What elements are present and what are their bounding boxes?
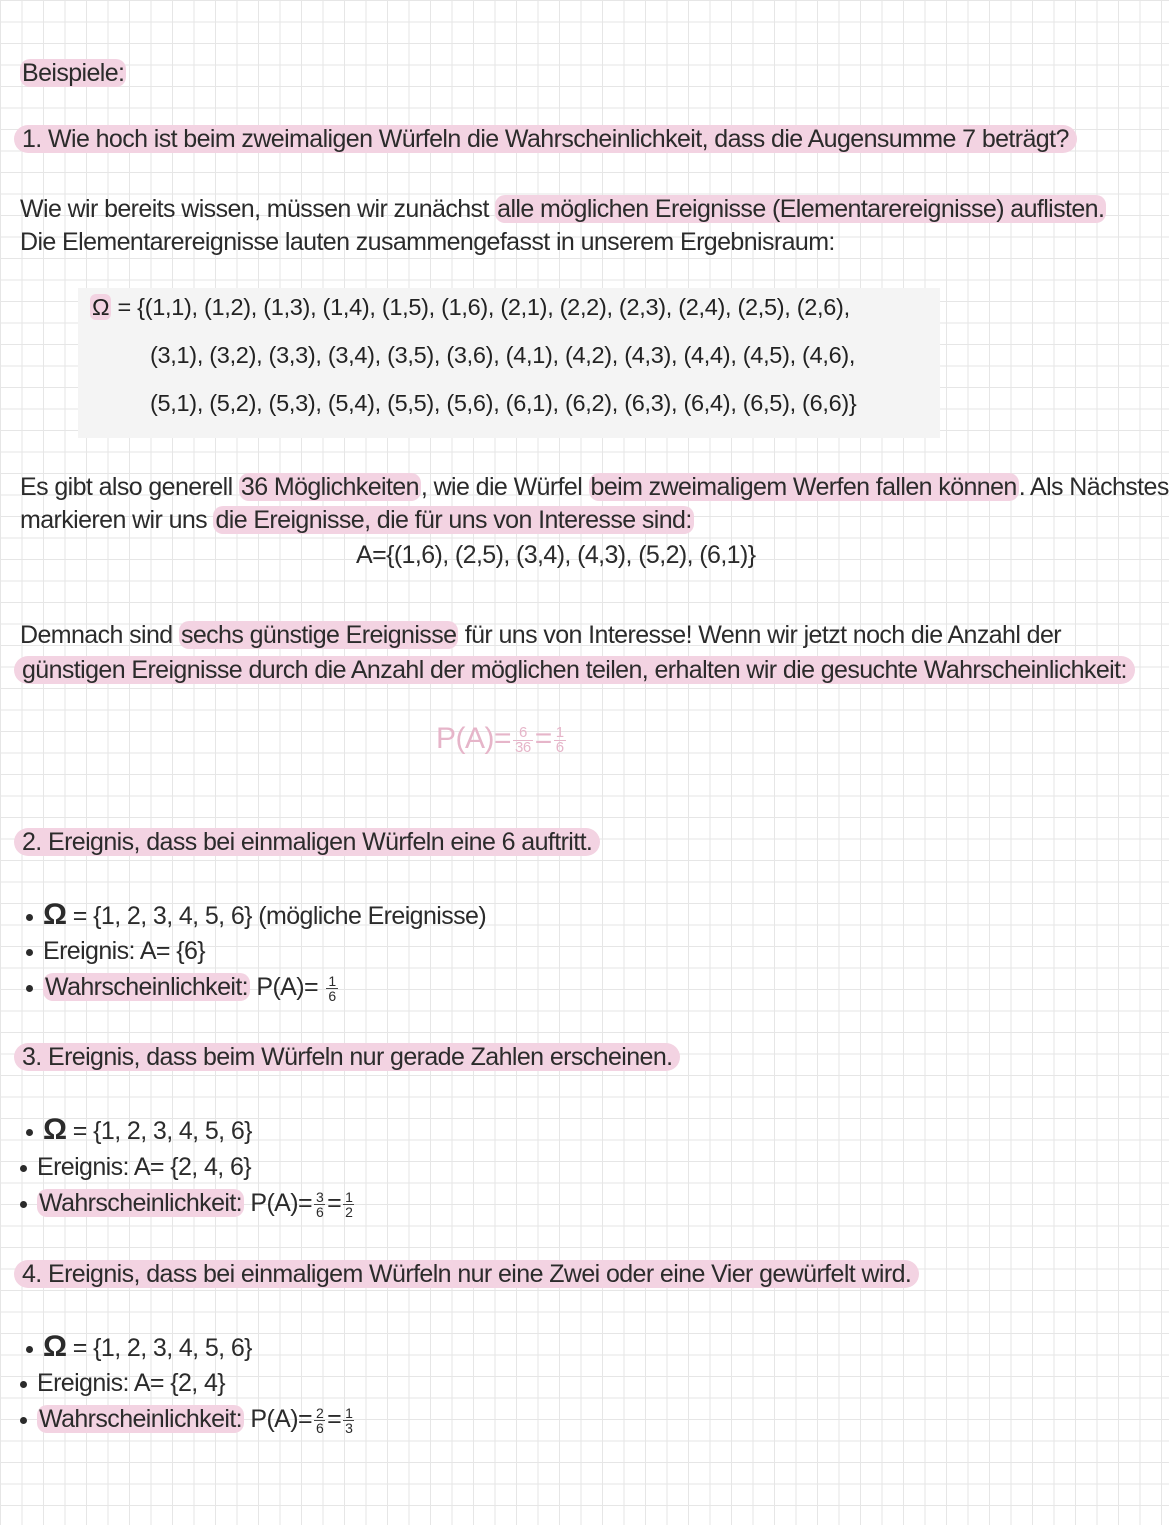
example-2-line-2 [26, 934, 205, 968]
p4-a: markieren wir uns [20, 506, 214, 534]
example-2-title-text: 2. Ereignis, dass bei einmaligen Würfeln eine 6 auftritt. [14, 828, 600, 856]
example-3-title-text: 3. Ereignis, dass beim Würfeln nur gerade Zahlen erscheinen. [14, 1043, 680, 1071]
fraction-den: 36 [515, 738, 531, 756]
example-4-line-3 [20, 1402, 356, 1436]
p3-e: . Als Nächstes [1018, 473, 1169, 501]
sample-space-line-2: (3,1), (3,2), (3,3), (3,4), (3,5), (3,6), (4,1), (4,2), (4,3), (4,4), (4,5), (4,6), [150, 342, 856, 368]
formula-equals: = [327, 1189, 342, 1217]
example-2-expr: P(A)= [250, 973, 325, 1001]
example-3-line-3 [20, 1186, 356, 1220]
fraction-1-6 [554, 723, 566, 756]
example-3-line-2-text: Ereignis: A= {2, 4, 6} [37, 1153, 252, 1181]
formula-prefix: P(A)= [436, 722, 512, 755]
fraction-den: 6 [555, 738, 564, 756]
p1-text-a: Wie wir bereits wissen, müssen wir zunächst [20, 195, 496, 223]
example-4-title-text: 4. Ereignis, dass bei einmaligem Würfeln nur eine Zwei oder eine Vier gewürfelt wird. [14, 1260, 919, 1288]
page-heading [20, 56, 126, 90]
fraction-num: 1 [345, 1404, 353, 1421]
example-4-label: Wahrscheinlichkeit: [39, 1405, 243, 1433]
formula-equals: = [534, 722, 552, 755]
fraction-den: 3 [345, 1419, 353, 1436]
example-2-line-3 [26, 970, 340, 1004]
fraction-num: 1 [555, 723, 564, 741]
example-4-title [20, 1257, 919, 1291]
p3-b: 36 Möglichkeiten [240, 473, 419, 501]
bullet-icon [20, 1381, 27, 1388]
p4-b: die Ereignisse, die für uns von Interesse sind: [215, 506, 692, 534]
p1-text-b: alle möglichen Ereignisse (Elementarereignisse) auflisten. [497, 195, 1105, 223]
example-4-line-2 [20, 1366, 225, 1400]
bullet-icon [26, 949, 33, 956]
sample-space-line-1-text: = {(1,1), (1,2), (1,3), (1,4), (1,5), (1,6), (2,1), (2,2), (2,3), (2,4), (2,5), (2,6), [111, 294, 850, 320]
sample-space-line-1 [90, 294, 850, 321]
example-3-label: Wahrscheinlichkeit: [39, 1189, 243, 1217]
omega-symbol: Ω [92, 294, 110, 320]
fraction-1-3 [343, 1406, 354, 1435]
example-4-line-1-text: = {1, 2, 3, 4, 5, 6} [66, 1334, 252, 1362]
heading-text: Beispiele: [22, 59, 125, 87]
bullet-icon [26, 914, 33, 921]
fraction-1-2 [343, 1190, 354, 1219]
fraction-den: 6 [328, 987, 336, 1004]
fraction-3-6 [314, 1190, 325, 1219]
example-1-paragraph-4 [20, 503, 694, 537]
example-3-expr: P(A)= [244, 1189, 312, 1217]
example-1-paragraph-6 [20, 653, 1135, 687]
fraction-den: 6 [315, 1203, 324, 1220]
p5-b: sechs günstige Ereignisse [180, 621, 457, 649]
example-3-title [20, 1040, 680, 1074]
example-2-title [20, 825, 600, 859]
fraction-2-6 [314, 1406, 325, 1435]
omega-symbol: Ω [43, 898, 67, 931]
fraction-num: 6 [513, 726, 533, 741]
example-2-line-1-text: = {1, 2, 3, 4, 5, 6} (mögliche Ereignisse) [66, 902, 487, 930]
bullet-icon [26, 1346, 33, 1353]
fraction-num: 1 [328, 972, 336, 989]
example-3-line-1-text: = {1, 2, 3, 4, 5, 6} [66, 1117, 252, 1145]
fraction-den: 2 [345, 1203, 353, 1220]
example-1-question-text: 1. Wie hoch ist beim zweimaligen Würfeln die Wahrscheinlichkeit, dass die Augensumme 7 beträgt? [14, 125, 1077, 153]
fraction-6-36 [513, 723, 533, 756]
probability-formula-1 [436, 722, 568, 756]
p3-d: beim zweimaligem Werfen fallen können [590, 473, 1017, 501]
omega-symbol: Ω [43, 1113, 67, 1146]
fraction-num: 1 [345, 1188, 353, 1205]
p3-a: Es gibt also generell [20, 473, 239, 501]
example-1-paragraph-3 [20, 470, 1169, 504]
fraction-1-6 [326, 974, 337, 1003]
fraction-den: 6 [315, 1419, 324, 1436]
example-4-line-2-text: Ereignis: A= {2, 4} [37, 1369, 226, 1397]
bullet-icon [20, 1165, 27, 1172]
example-1-paragraph-5 [20, 618, 1061, 652]
example-2-label: Wahrscheinlichkeit: [45, 973, 249, 1001]
p5-c: für uns von Interesse! Wenn wir jetzt noch die Anzahl der [458, 621, 1061, 649]
p3-c: , wie die Würfel [420, 473, 589, 501]
fraction-num: 3 [315, 1188, 324, 1205]
omega-symbol: Ω [43, 1330, 67, 1363]
example-1-question [20, 122, 1077, 156]
example-4-line-1 [26, 1330, 252, 1365]
example-1-paragraph-2: Die Elementarereignisse lauten zusammengefasst in unserem Ergebnisraum: [20, 228, 835, 256]
fraction-num: 2 [315, 1404, 324, 1421]
formula-equals: = [327, 1405, 342, 1433]
example-3-line-1 [26, 1113, 252, 1148]
example-1-paragraph-1 [20, 192, 1106, 226]
p5-a: Demnach sind [20, 621, 179, 649]
bullet-icon [20, 1201, 27, 1208]
sample-space-line-3: (5,1), (5,2), (5,3), (5,4), (5,5), (5,6), (6,1), (6,2), (6,3), (6,4), (6,5), (6,6)} [150, 390, 857, 416]
example-2-line-2-text: Ereignis: A= {6} [43, 937, 206, 965]
bullet-icon [20, 1417, 27, 1424]
bullet-icon [26, 985, 33, 992]
example-3-line-2 [20, 1150, 251, 1184]
event-set-a: A={(1,6), (2,5), (3,4), (4,3), (5,2), (6,1)} [356, 541, 756, 569]
example-4-expr: P(A)= [244, 1405, 312, 1433]
example-2-line-1 [26, 898, 486, 933]
bullet-icon [26, 1129, 33, 1136]
p6-text: günstigen Ereignisse durch die Anzahl der möglichen teilen, erhalten wir die gesuchte Wahrscheinlichkeit: [14, 656, 1135, 684]
